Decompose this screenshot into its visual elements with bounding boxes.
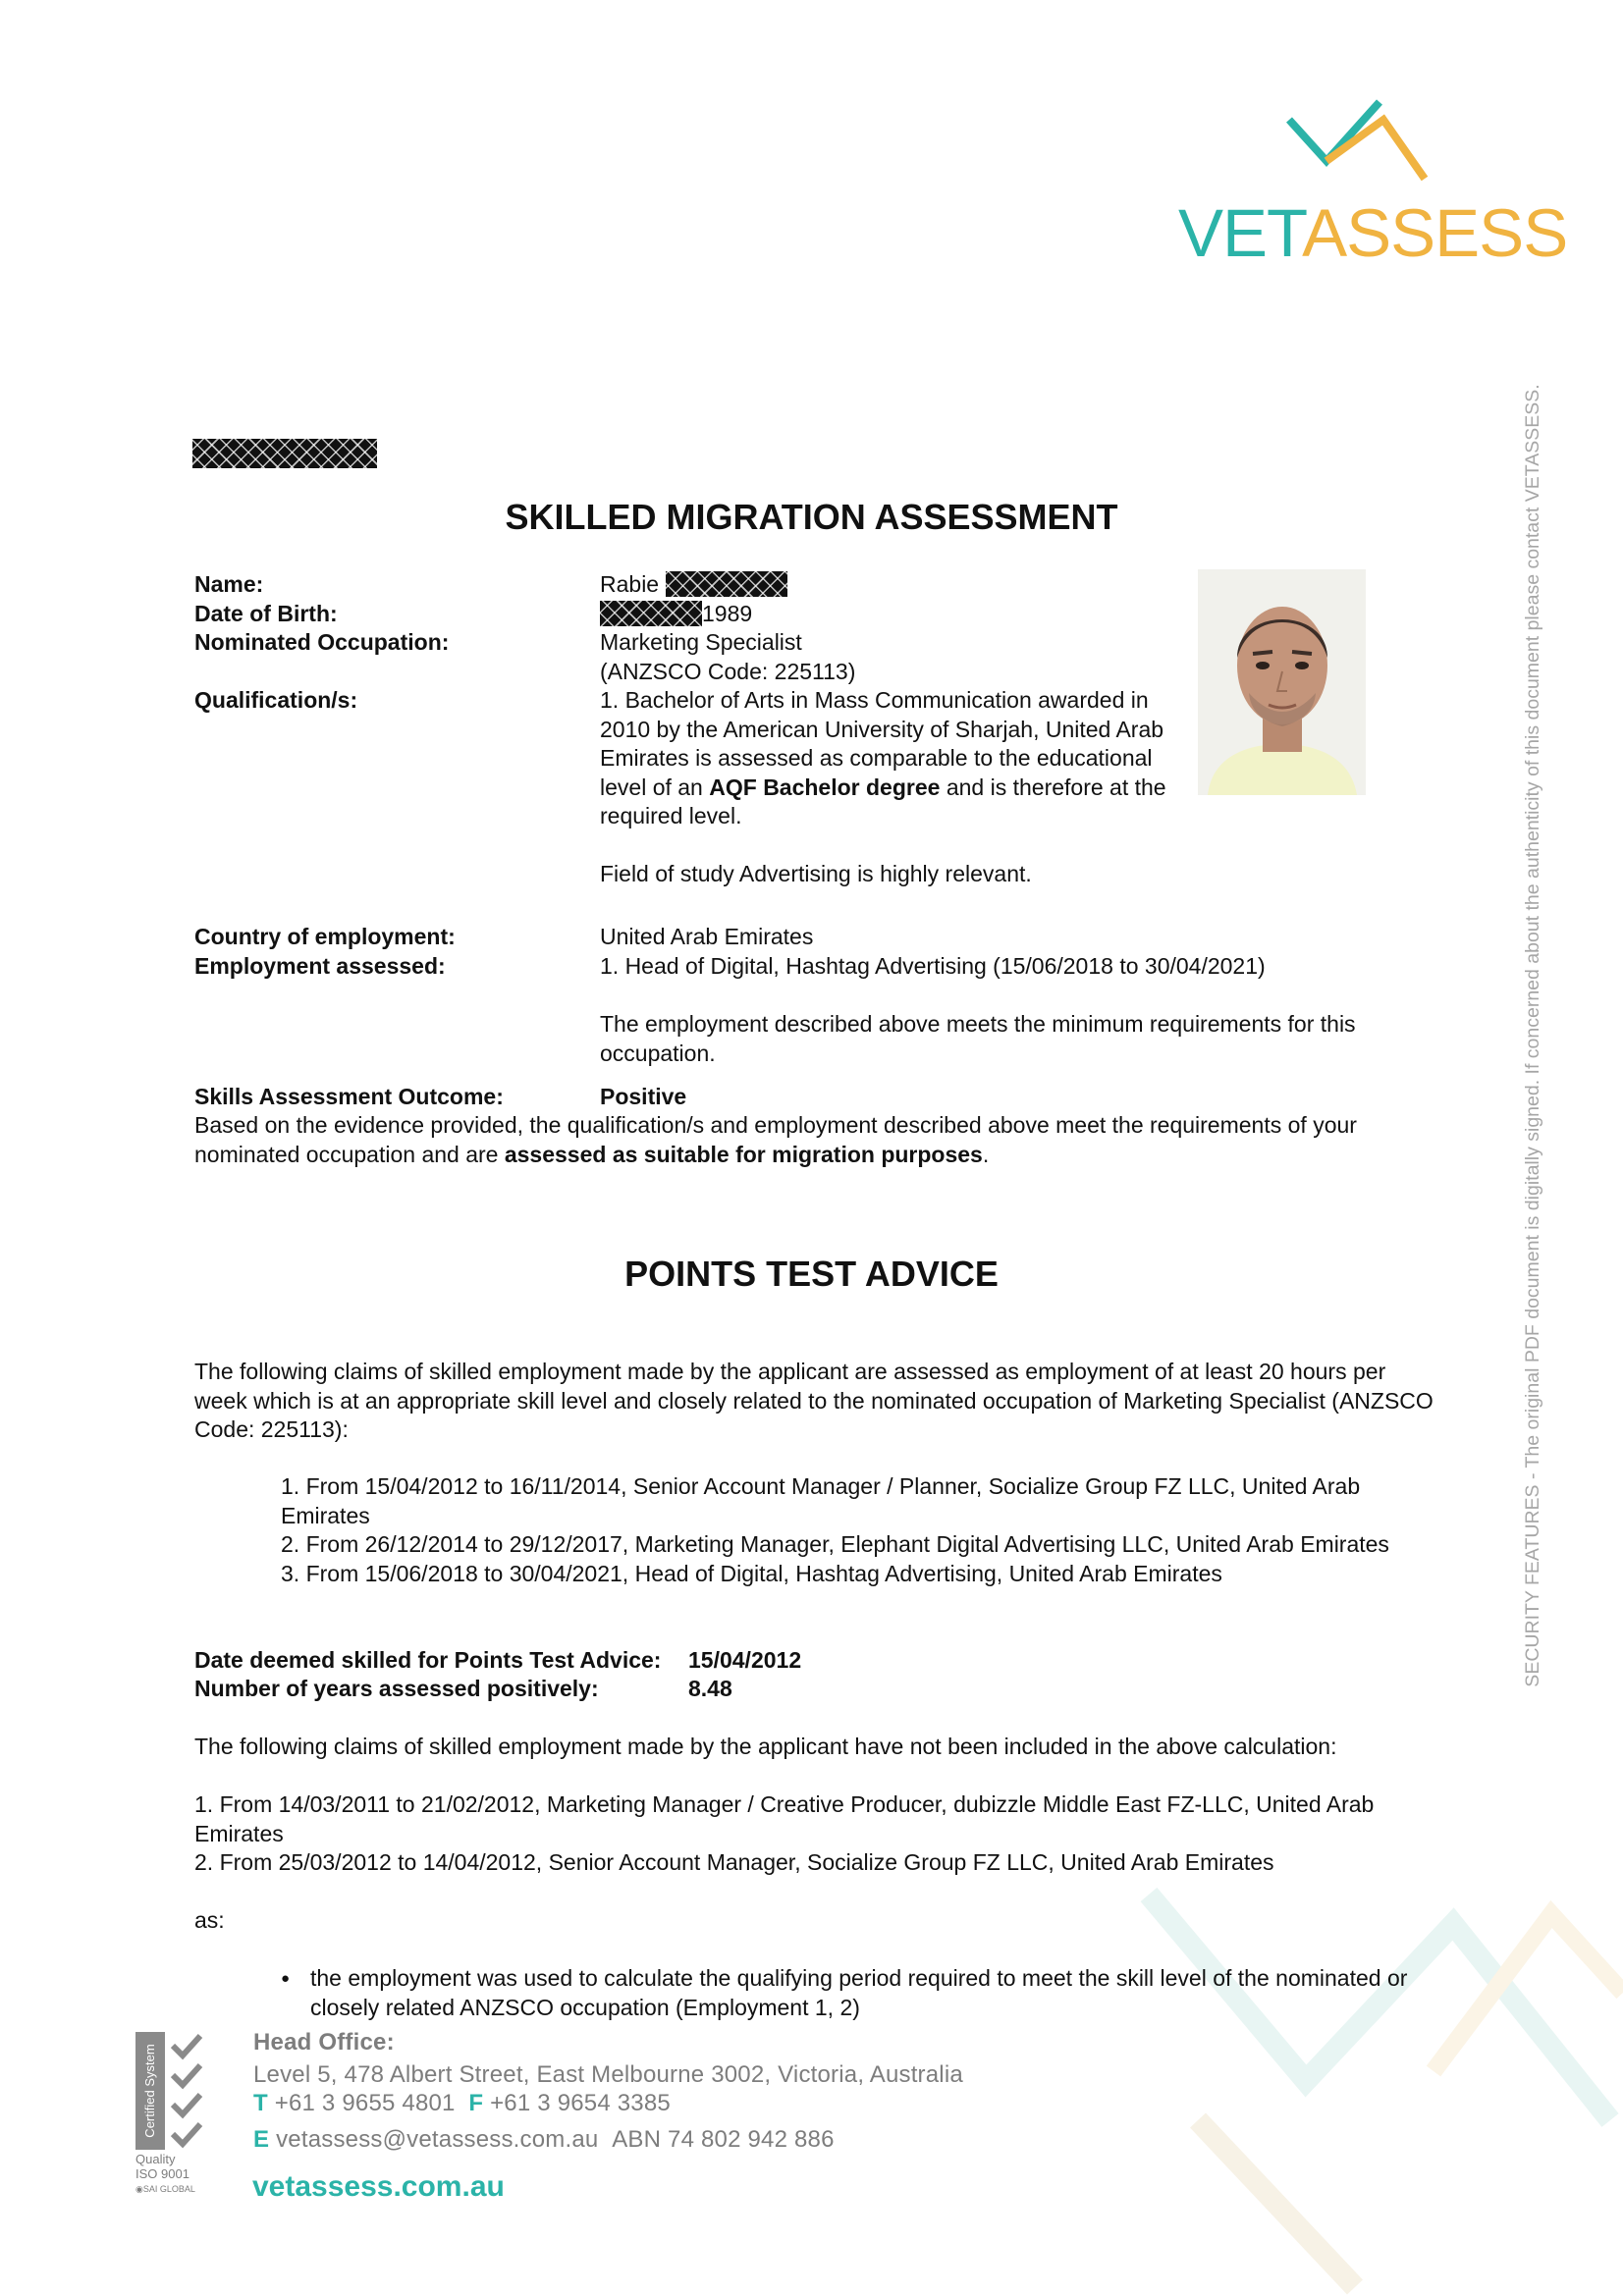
- claim-item: 3. From 15/06/2018 to 30/04/2021, Head of Digital, Hashtag Advertising, United Arab Emirates: [281, 1560, 1222, 1586]
- logo-text-vet: VET: [1178, 195, 1303, 271]
- reference-number-redacted: [192, 439, 377, 468]
- reason-bullet: ● the employment was used to calculate the qualifying period required to meet the skill level of the nominated or closely related ANZSCO occupation (Employment 1, 2): [281, 1964, 1430, 2022]
- logo-chevron-icon: [1281, 94, 1438, 188]
- excluded-list: [194, 1790, 1441, 1878]
- points-title: POINTS TEST ADVICE: [624, 1254, 999, 1294]
- excluded-item: 2. From 25/03/2012 to 14/04/2012, Senior Account Manager, Socialize Group FZ LLC, United Arab Emirates: [194, 1849, 1274, 1875]
- security-notice-text: SECURITY FEATURES - The original PDF document is digitally signed. If concerned about the authenticity of this document please contact VETASSESS.: [1522, 384, 1543, 1687]
- dob-label: Date of Birth:: [194, 601, 338, 626]
- excluded-item: 1. From 14/03/2011 to 21/02/2012, Marketing Manager / Creative Producer, dubizzle Middle East FZ-LLC, United Arab Emirates: [194, 1791, 1375, 1846]
- page-title: SKILLED MIGRATION ASSESSMENT: [505, 497, 1118, 537]
- applicant-portrait-icon: [1198, 569, 1366, 795]
- claims-list: [281, 1472, 1430, 1588]
- logo-wordmark: [1178, 196, 1567, 271]
- name-label: Name:: [194, 571, 264, 597]
- anzsco-code: (ANZSCO Code: 225113): [600, 659, 856, 684]
- security-notice: [1518, 378, 1547, 1693]
- years-assessed-label: Number of years assessed positively:: [194, 1676, 599, 1701]
- country-value: United Arab Emirates: [600, 924, 814, 949]
- email-abn-line: E vetassess@vetassess.com.au ABN 74 802 942 886: [253, 2126, 835, 2153]
- website-link[interactable]: vetassess.com.au: [252, 2170, 505, 2203]
- years-assessed-value: 8.48: [688, 1676, 732, 1701]
- qualification-label: Qualification/s:: [194, 687, 358, 713]
- iso-certification-badge: [135, 2032, 218, 2199]
- logo-text-assess: ASSESS: [1302, 195, 1568, 271]
- outcome-label: Skills Assessment Outcome:: [194, 1084, 504, 1109]
- employment-note: The employment described above meets the minimum requirements for this occupation.: [600, 1011, 1356, 1066]
- employment-value: 1. Head of Digital, Hashtag Advertising (15/06/2018 to 30/04/2021): [600, 953, 1266, 979]
- head-office-address: Level 5, 478 Albert Street, East Melbourne 3002, Victoria, Australia: [253, 2061, 963, 2088]
- as-label: as:: [194, 1907, 225, 1933]
- date-deemed-label: Date deemed skilled for Points Test Advice:: [194, 1647, 662, 1673]
- cert-quality: Quality: [135, 2152, 176, 2166]
- reasons-list: [281, 1964, 1430, 2022]
- country-label: Country of employment:: [194, 924, 456, 949]
- employment-label: Employment assessed:: [194, 953, 446, 979]
- cert-system-text: Certified System: [142, 2044, 157, 2138]
- surname-redacted: [666, 571, 787, 597]
- checkmarks-icon: [169, 2032, 218, 2150]
- phone-fax-line: T +61 3 9655 4801 F +61 3 9654 3385: [253, 2090, 671, 2116]
- vetassess-logo: [1178, 94, 1568, 281]
- outcome-value: Positive: [600, 1084, 687, 1109]
- cert-sai-global: ◉SAI GLOBAL: [135, 2184, 195, 2194]
- points-intro: The following claims of skilled employment made by the applicant are assessed as employment of at least 20 hours per week which is at an appropriate skill level and closely related to the nominated occupation of Marketing Specialist (ANZSCO Code: 225113):: [194, 1359, 1434, 1442]
- cert-iso: ISO 9001: [135, 2166, 189, 2181]
- cert-system-bar: [135, 2032, 165, 2150]
- head-office-label: Head Office:: [253, 2029, 395, 2056]
- outcome-statement: Based on the evidence provided, the qualification/s and employment described above meet the requirements of your nominated occupation and are assessed as suitable for migration purposes.: [194, 1112, 1357, 1167]
- occupation-value: Marketing Specialist: [600, 629, 802, 655]
- date-deemed-value: 15/04/2012: [688, 1647, 802, 1673]
- excluded-intro: The following claims of skilled employment made by the applicant have not been included in the above calculation:: [194, 1734, 1337, 1759]
- dob-value: 1989: [600, 600, 752, 629]
- field-of-study: Field of study Advertising is highly relevant.: [600, 861, 1032, 886]
- applicant-photo: [1198, 569, 1366, 795]
- claim-item: 1. From 15/04/2012 to 16/11/2014, Senior Account Manager / Planner, Socialize Group FZ LLC, United Arab Emirates: [281, 1473, 1361, 1528]
- occupation-label: Nominated Occupation:: [194, 629, 450, 655]
- sai-icon: ◉: [135, 2184, 143, 2194]
- qualification-text: 1. Bachelor of Arts in Mass Communication awarded in 2010 by the American University of Sharjah, United Arab Emirates is assessed as comparable to the educational level of an AQF Bachelor degree and is therefore at the required level.: [600, 687, 1166, 828]
- claim-item: 2. From 26/12/2014 to 29/12/2017, Marketing Manager, Elephant Digital Advertising LLC, United Arab Emirates: [281, 1531, 1389, 1557]
- name-value: Rabie: [600, 570, 787, 600]
- email-link[interactable]: vetassess@vetassess.com.au: [276, 2126, 599, 2153]
- background-watermark: [1139, 1826, 1623, 2296]
- dob-day-month-redacted: [600, 601, 702, 626]
